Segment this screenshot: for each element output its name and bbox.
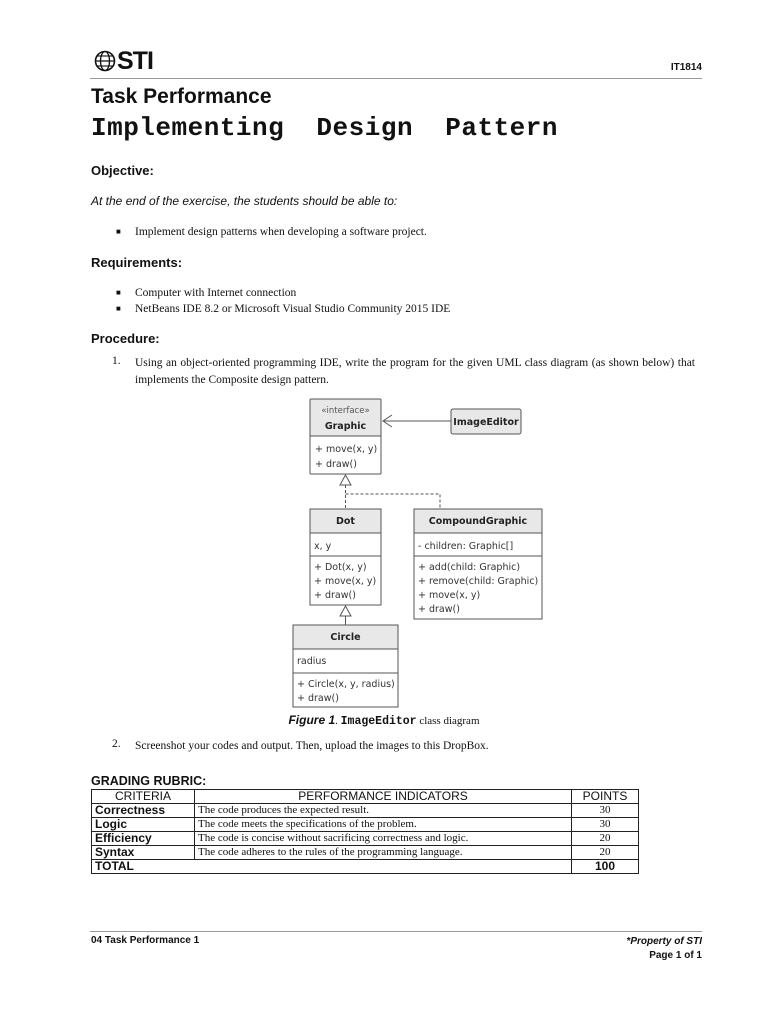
table-row — [92, 818, 639, 832]
uml-class-compound-graphic — [414, 509, 542, 619]
footer-document-label: 04 Task Performance 1 — [91, 935, 200, 946]
uml-class-graphic — [310, 399, 381, 474]
points-cell: 30 — [572, 818, 639, 832]
document-kicker: Task Performance — [91, 85, 272, 108]
total-label: TOTAL — [92, 860, 572, 874]
table-header-row — [92, 790, 639, 804]
dot-method: + move(x, y) — [314, 576, 377, 587]
uml-class-dot — [310, 509, 381, 605]
uml-class-diagram — [280, 393, 550, 711]
graphic-method: + move(x, y) — [315, 444, 378, 455]
indicator-cell: The code produces the expected result. — [195, 804, 572, 818]
dot-method: + Dot(x, y) — [314, 562, 367, 573]
globe-icon — [94, 50, 116, 72]
circle-field: radius — [297, 656, 327, 667]
realization-connector — [340, 475, 440, 509]
procedure-heading: Procedure: — [91, 331, 160, 346]
page-title: Implementing Design Pattern — [91, 113, 558, 143]
table-row — [92, 846, 639, 860]
objective-heading: Objective: — [91, 163, 154, 178]
rubric-title: GRADING RUBRIC: — [91, 774, 207, 788]
criteria-cell: Syntax — [92, 846, 195, 860]
image-editor-name: ImageEditor — [453, 417, 519, 428]
footer-property: *Property of STI — [626, 936, 702, 947]
bullet-icon: ■ — [116, 304, 121, 313]
logo-text: STI — [117, 46, 153, 75]
list-item: ■ Computer with Internet connection — [116, 287, 297, 299]
points-cell: 30 — [572, 804, 639, 818]
compound-method: + add(child: Graphic) — [418, 562, 521, 573]
step-number: 1. — [112, 355, 121, 367]
circle-method: + Circle(x, y, radius) — [297, 679, 395, 690]
sti-logo — [94, 46, 153, 76]
list-item: ■ Implement design patterns when developing a software project. — [116, 226, 427, 238]
indicator-cell: The code meets the specifications of the problem. — [195, 818, 572, 832]
caption-text: class diagram — [416, 715, 480, 727]
document-code: IT1814 — [670, 62, 702, 73]
step-text: Screenshot your codes and output. Then, upload the images to this DropBox. — [135, 740, 489, 752]
table-row — [92, 804, 639, 818]
compound-field: - children: Graphic[] — [418, 541, 514, 552]
graphic-method: + draw() — [315, 459, 357, 470]
graphic-stereotype: «interface» — [321, 406, 370, 416]
caption-separator: . — [335, 715, 341, 727]
step-text: Using an object-oriented programming IDE, write the program for the given UML class diagram (as shown below) that implements the Composite design pattern. — [135, 357, 695, 386]
column-header: CRITERIA — [92, 790, 195, 804]
column-header: PERFORMANCE INDICATORS — [195, 790, 572, 804]
footer-right — [626, 935, 702, 963]
list-item: ■ NetBeans IDE 8.2 or Microsoft Visual Studio Community 2015 IDE — [116, 303, 451, 315]
column-header: POINTS — [572, 790, 639, 804]
header-divider — [90, 78, 702, 79]
indicator-cell: The code adheres to the rules of the programming language. — [195, 846, 572, 860]
figure-caption — [0, 713, 768, 728]
criteria-cell: Correctness — [92, 804, 195, 818]
bullet-icon: ■ — [116, 227, 121, 236]
dot-field: x, y — [314, 541, 332, 552]
circle-method: + draw() — [297, 693, 339, 704]
objective-intro: At the end of the exercise, the students should be able to: — [91, 194, 398, 208]
compound-name: CompoundGraphic — [428, 516, 528, 527]
dot-name: Dot — [336, 516, 355, 527]
dot-method: + draw() — [314, 590, 356, 601]
grading-rubric-table — [91, 789, 639, 874]
compound-method: + move(x, y) — [418, 590, 481, 601]
table-row — [92, 832, 639, 846]
uml-class-circle — [293, 625, 398, 707]
bullet-icon: ■ — [116, 288, 121, 297]
compound-method: + draw() — [418, 604, 460, 615]
footer-divider — [90, 931, 702, 932]
circle-name: Circle — [330, 632, 361, 643]
objective-list — [91, 224, 701, 240]
indicator-cell: The code is concise without sacrificing correctness and logic. — [195, 832, 572, 846]
points-cell: 20 — [572, 832, 639, 846]
criteria-cell: Efficiency — [92, 832, 195, 846]
criteria-cell: Logic — [92, 818, 195, 832]
points-cell: 20 — [572, 846, 639, 860]
total-points: 100 — [572, 860, 639, 874]
inheritance-connector — [340, 606, 351, 625]
step-number: 2. — [112, 738, 121, 750]
requirements-list — [91, 285, 701, 317]
uml-class-image-editor — [451, 409, 521, 434]
requirements-heading: Requirements: — [91, 255, 183, 270]
compound-method: + remove(child: Graphic) — [418, 576, 539, 587]
footer-page-number: Page 1 of 1 — [649, 950, 702, 961]
graphic-name: Graphic — [324, 421, 367, 432]
figure-label: Figure 1 — [288, 713, 336, 727]
table-total-row — [92, 860, 639, 874]
caption-code: ImageEditor — [340, 715, 417, 728]
